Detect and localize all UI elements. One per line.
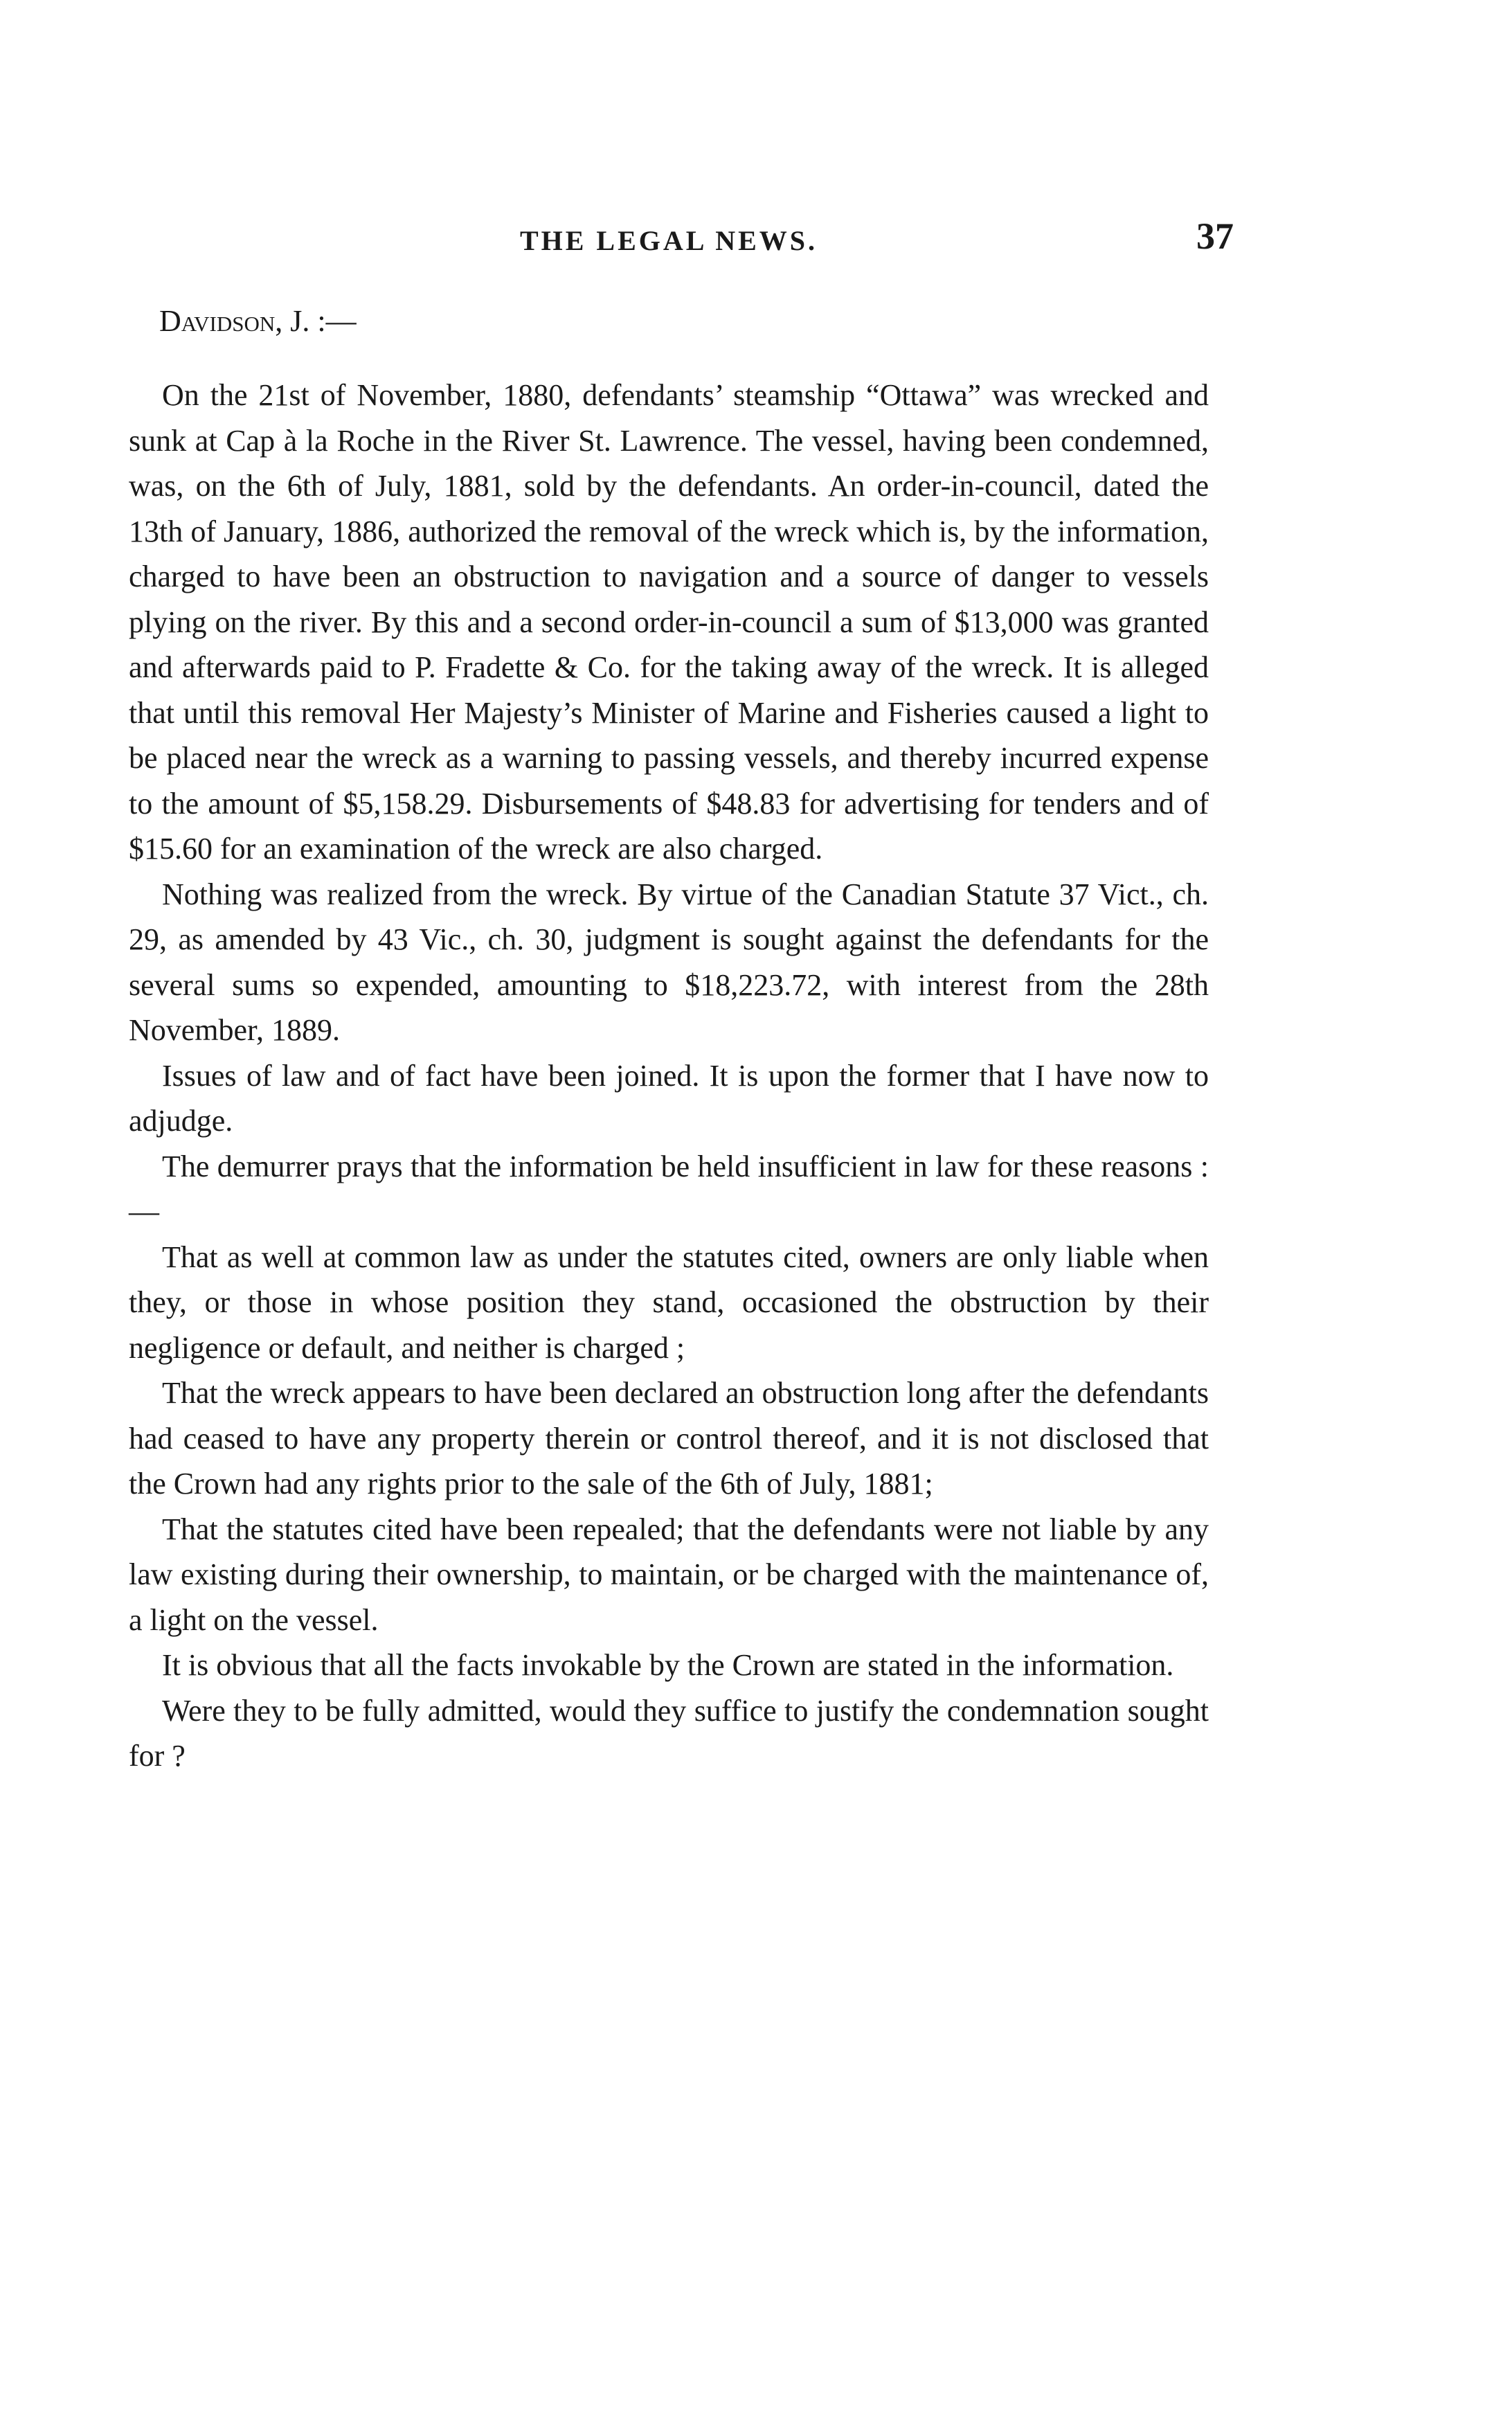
document-page [129, 215, 1234, 1779]
paragraph-8: It is obvious that all the facts invokable by the Crown are stated in the information. [162, 1648, 1174, 1682]
paragraph-6: That the wreck appears to have been declared an obstruction long after the defendants had ceased to have any property therein or control thereof, and it is not disclosed that the Crown had any rights prior to the sale of the 6th of July, 1881; [129, 1376, 1209, 1501]
paragraph-3: Issues of law and of fact have been joined. It is upon the former that I have now to adjudge. [129, 1058, 1209, 1138]
page-number: 37 [1196, 215, 1234, 257]
paragraph-9: Were they to be fully admitted, would they suffice to justify the condemnation sought for ? [129, 1693, 1209, 1773]
paragraph-1: On the 21st of November, 1880, defendants’ steamship “Ottawa” was wrecked and sunk at Cap à la Roche in the River St. Lawrence. The vessel, having been condemned, was, on the 6th of July, 1881, sold by the defendants. An order-in-council, dated the 13th of January, 1886, authorized the removal of the wreck which is, by the information, charged to have been an obstruction to navigation and a source of danger to vessels plying on the river. By this and a second order-in-council a sum of $13,000 was granted and afterwards paid to P. Fradette & Co. for the taking away of the wreck. It is alleged that until this removal Her Majesty’s Minister of Marine and Fisheries caused a light to be placed near the wreck as a warning to passing vessels, and thereby incurred expense to the amount of $5,158.29. Disbursements of $48.83 for advertising for tenders and of $15.60 for an examination of the wreck are also charged. [129, 378, 1209, 866]
running-title: THE LEGAL NEWS. [519, 225, 818, 256]
judge-heading: Davidson, J. :— [159, 304, 357, 338]
paragraph-4: The demurrer prays that the information be held insufficient in law for these reasons :— [129, 1149, 1209, 1228]
running-head [129, 215, 1234, 263]
paragraph-2: Nothing was realized from the wreck. By virtue of the Canadian Statute 37 Vict., ch. 29, as amended by 43 Vic., ch. 30, judgment is sought against the defendants for the several sums so expended, amounting to $18,223.72, with interest from the 28th November, 1889. [129, 877, 1209, 1047]
paragraph-7: That the statutes cited have been repealed; that the defendants were not liable by any law existing during their ownership, to maintain, or be charged with the maintenance of, a light on the vessel. [129, 1512, 1209, 1637]
paragraph-5: That as well at common law as under the statutes cited, owners are only liable when they, or those in whose position they stand, occasioned the obstruction by their negligence or default, and neither is charged ; [129, 1240, 1209, 1365]
